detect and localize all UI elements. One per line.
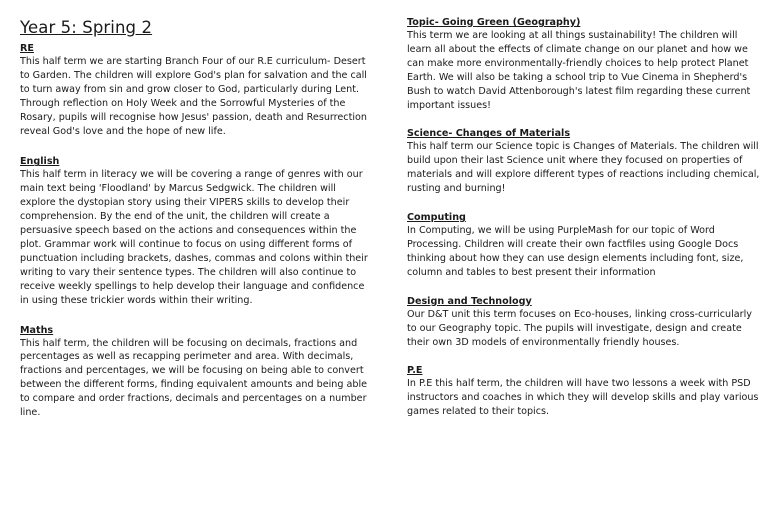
pe-heading: P.E — [407, 365, 423, 377]
science-section — [407, 127, 763, 196]
english-text: This half term in literacy we will be covering a range of genres with our main text being 'Floodland' by Marcus Sedgwick. The children will explore the dystopian story using their VIPERS skills to develop their comprehension. By the end of the unit, the children will create a persuasive speech based on the actions and consequences within the plot. Grammar work will continue to focus on using different forms of punctuation including brackets, dashes, commas and colons within their writing to vary their sentence types. The children will also continue to receive weekly spellings to help develop their language and confidence in using these trickier words within their writing. — [20, 169, 368, 306]
page-title: Year 5: Spring 2 — [20, 18, 153, 37]
re-heading: RE — [20, 43, 34, 54]
dt-heading: Design and Technology — [407, 295, 532, 307]
topic-heading: Topic- Going Green (Geography) — [407, 17, 581, 28]
english-section — [20, 155, 372, 307]
re-text: This half term we are starting Branch Four of our R.E curriculum- Desert to Garden. The children will explore God's plan for salvation and the call to turn away from sin and grow closer to God, particularly during Lent. Through reflection on Holy Week and the Sorrowful Mysteries of the Rosary, pupils will recognise how Jesus' passion, death and Resurrection reveal God's love and the hope of new life. — [20, 56, 367, 137]
dt-text: Our D&T unit this term focuses on Eco-houses, linking cross-curricularly to our Geography topic. The pupils will investigate, design and create their own 3D models of environmentally friendly houses. — [407, 308, 752, 348]
pe-text: In P.E this half term, the children will have two lessons a week with PSD instructors and coaches in which they will develop skills and play various games related to their topics. — [407, 378, 759, 418]
science-heading: Science- Changes of Materials — [407, 128, 571, 140]
left-column — [20, 0, 372, 420]
topic-section — [407, 16, 763, 112]
dt-section — [407, 295, 763, 350]
computing-text: In Computing, we will be using PurpleMash for our topic of Word Processing. Children will create their own factfiles using Google Docs thinking about how they can use design elements including font, size, column and tables to best present their information — [407, 225, 744, 278]
topic-text: This term we are looking at all things sustainability! The children will learn all about the effects of climate change on our planet and how we can make more environmentally-friendly choices to help protect Planet Earth. We will also be taking a school trip to Vue Cinema in Shepherd's Bush to watch David Attenborough's latest film regarding these current important issues! — [407, 30, 751, 111]
maths-heading: Maths — [20, 324, 54, 336]
maths-text: This half term, the children will be focusing on decimals, fractions and percentages as well as recapping perimeter and area. With decimals, fractions and percentages, we will be focusing on being able to convert between the different forms, finding equivalent amounts and being able to compare and order fractions, decimals and percentages on a number line. — [20, 337, 368, 419]
right-column — [407, 0, 763, 419]
re-section — [20, 42, 372, 138]
pe-section — [407, 364, 763, 419]
computing-heading: Computing — [407, 212, 466, 224]
maths-section — [20, 324, 372, 420]
science-text: This half term our Science topic is Changes of Materials. The children will build upon their last Science unit where they focused on properties of materials and will explore different types of reactions including chemical, rusting and burning! — [407, 141, 760, 195]
computing-section — [407, 211, 763, 280]
english-heading: English — [20, 156, 60, 168]
